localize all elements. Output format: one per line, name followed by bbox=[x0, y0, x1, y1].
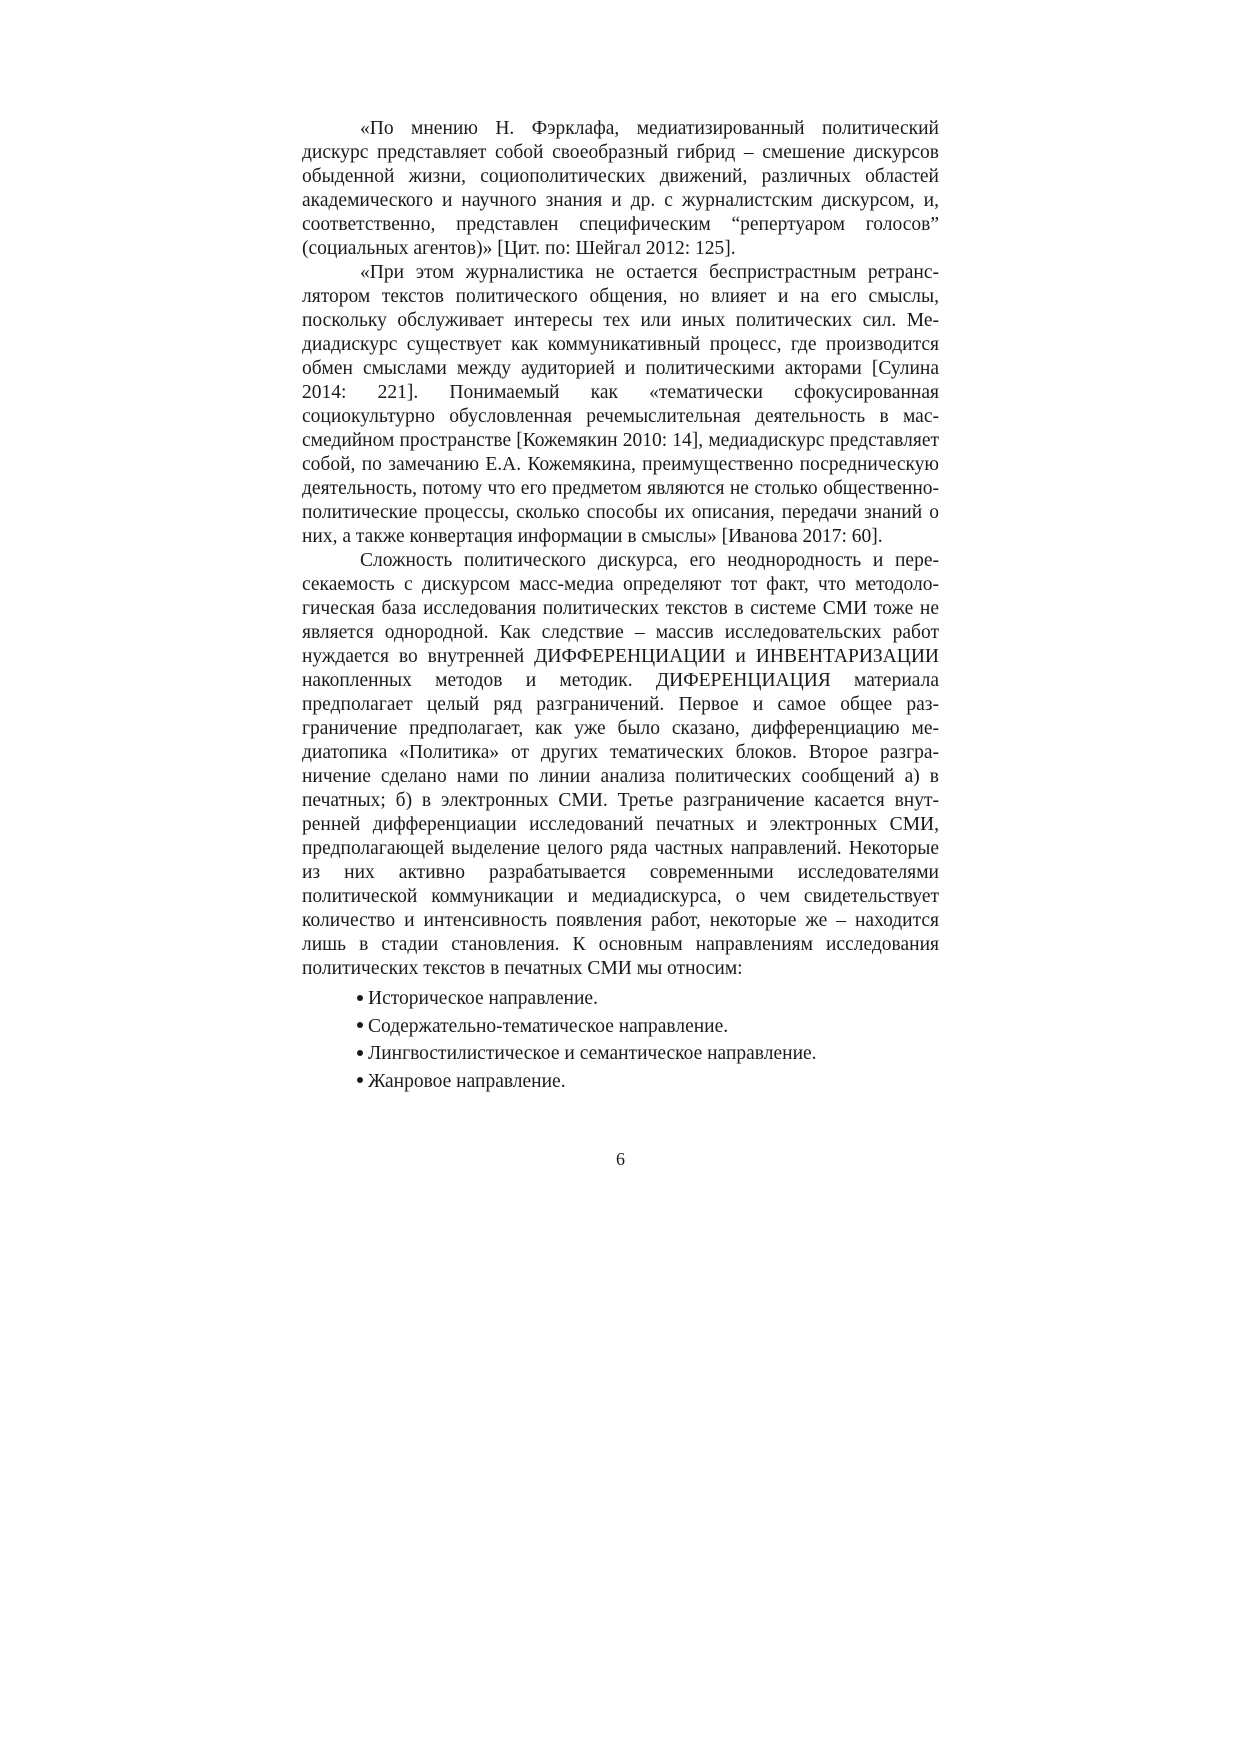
list-item-text: Содержательно-тематическое направление. bbox=[368, 1015, 729, 1037]
bullet-icon bbox=[357, 1022, 363, 1028]
research-directions-list bbox=[302, 985, 939, 1095]
bullet-icon bbox=[357, 1050, 363, 1056]
paragraph-discourse-complexity: Сложность политического дискурса, его неоднородность и пересекаемость с дискурсом масс-медиа определяют тот факт, что методологическая база исследования политических текстов в системе СМИ тоже не является однородной. Как следствие – массив исследовательских работ нуждается во внутренней ДИФФЕРЕНЦИАЦИИ и ИНВЕНТАРИЗАЦИИ накопленных методов и методик. ДИФЕРЕНЦИАЦИЯ материала предполагает целый ряд разграничений. Первое и самое общее разграничение предполагает, как уже было сказано, дифференциацию медиатопика «Политика» от других тематических блоков. Второе разграничение сделано нами по линии анализа политических сообщений а) в печатных; б) в электронных СМИ. Третье разграничение касается внутренней дифференциации исследований печатных и электронных СМИ, предполагающей выделение целого ряда частных направлений. Некоторые из них активно разрабатывается современными исследователями политической коммуникации и медиадискурса, о чем свидетельствует количество и интенсивность появления работ, некоторые же – находится лишь в стадии становления. К основным направлениям исследования политических текстов в печатных СМИ мы относим: bbox=[302, 550, 939, 979]
paragraph-fairclough-quote: «По мнению Н. Фэрклафа, медиатизированный политический дискурс представляет собой своеобразный гибрид – смешение дискурсов обыденной жизни, социополитических движений, различных областей академического и научного знания и др. с журналистским дискурсом, и, соответственно, представлен специфическим “репертуаром голосов” (социальных агентов)» [Цит. по: Шейгал 2012: 125]. bbox=[302, 118, 939, 259]
paragraph-journalism-quote: «При этом журналистика не остается беспристрастным ретранслятором текстов политического общения, но влияет и на его смыслы, поскольку обслуживает интересы тех или иных политических сил. Медиадискурс существует как коммуникативный процесс, где производится обмен смыслами между аудиторией и политическими акторами [Сулина 2014: 221]. Понимаемый как «тематически сфокусированная социокультурно обусловленная речемыслительная деятельность в массмедийном пространстве [Кожемякин 2010: 14], медиадискурс представляет собой, по замечанию Е.А. Кожемякина, преимущественно посредническую деятельность, потому что его предметом являются не столько общественно-политические процессы, сколько способы их описания, передачи знаний о них, а также конвертация информации в смыслы» [Иванова 2017: 60]. bbox=[302, 262, 939, 547]
list-item-text: Жанровое направление. bbox=[368, 1070, 566, 1092]
list-item bbox=[357, 1068, 939, 1096]
list-item bbox=[357, 1013, 939, 1041]
document-page bbox=[302, 117, 939, 1095]
list-item bbox=[357, 985, 939, 1013]
list-item-text: Историческое направление. bbox=[368, 988, 598, 1009]
list-item-text: Лингвостилистическое и семантическое направление. bbox=[368, 1043, 817, 1064]
page-number: 6 bbox=[616, 1149, 625, 1169]
list-item bbox=[357, 1040, 939, 1068]
bullet-icon bbox=[357, 1077, 363, 1083]
bullet-icon bbox=[357, 995, 363, 1001]
